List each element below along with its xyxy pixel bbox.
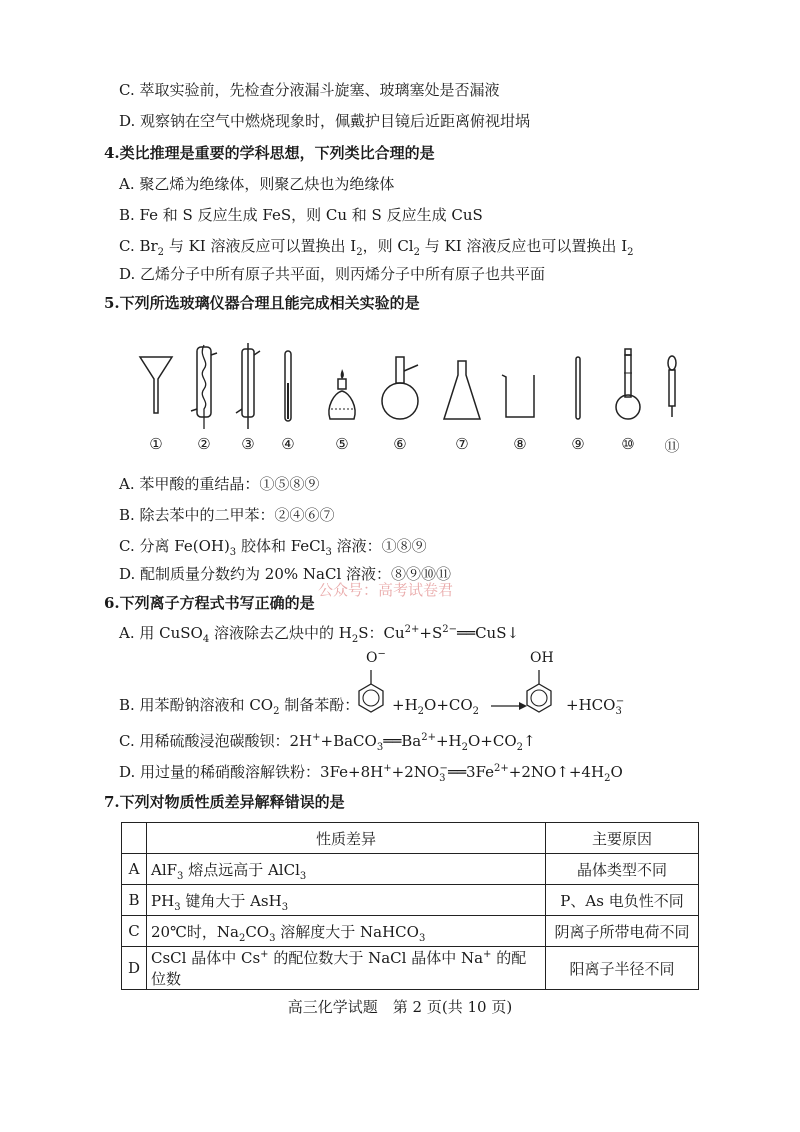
table-row bbox=[122, 854, 699, 885]
q6c-text-6: ↑ bbox=[523, 732, 536, 750]
row-letter: B bbox=[122, 885, 147, 916]
q6c-sub-2: 2 bbox=[461, 742, 468, 753]
row-letter: D bbox=[122, 947, 147, 990]
q6a-text-5: ══CuS↓ bbox=[457, 624, 520, 642]
phenoxide-structure bbox=[356, 650, 386, 724]
glassware-figure bbox=[128, 343, 698, 458]
q4c-sub-3: 2 bbox=[413, 247, 420, 258]
q6b-text-4: O+CO bbox=[424, 696, 473, 714]
q6a-sup-2: 2− bbox=[442, 624, 458, 635]
q6a-text-3: S：Cu bbox=[358, 624, 405, 642]
round-flask-icon bbox=[380, 343, 430, 433]
row-letter: A bbox=[122, 854, 147, 885]
q6a-text-1: A. 用 CuSO bbox=[119, 624, 203, 642]
apparatus-label-10: ⑩ bbox=[621, 435, 635, 453]
table-header-row bbox=[122, 823, 699, 854]
apparatus-label-9: ⑨ bbox=[571, 435, 585, 453]
watermark: 公众号：高考试卷君 bbox=[318, 581, 454, 599]
row-diff: AlF$_3$ 熔点远高于 AlCl$_3$ bbox=[147, 854, 546, 885]
volumetric-flask-icon bbox=[608, 343, 648, 433]
phenol-structure bbox=[524, 650, 554, 724]
q6d-text-5: O bbox=[610, 763, 623, 781]
volumetric-flask-apparatus bbox=[608, 343, 648, 458]
q5c-sub-1: 3 bbox=[229, 547, 237, 558]
thermometer-icon bbox=[268, 343, 308, 433]
benzene-ring-icon bbox=[356, 650, 386, 724]
apparatus-label-7: ⑦ bbox=[455, 435, 469, 453]
q6-option-c bbox=[119, 731, 536, 751]
q6d-sup-3: 2+ bbox=[494, 763, 509, 774]
q6c-text-3: ══Ba bbox=[383, 732, 422, 750]
conical-flask-apparatus bbox=[442, 343, 482, 458]
q6b-tail bbox=[566, 695, 624, 715]
q6-option-b bbox=[119, 695, 359, 715]
q6c-sup-1: + bbox=[312, 732, 321, 743]
q6b-sup-1: − bbox=[615, 696, 625, 707]
table-row bbox=[122, 947, 699, 990]
q5c-sub-2: 3 bbox=[325, 547, 332, 558]
beaker-apparatus bbox=[500, 343, 540, 458]
row-reason: P、As 电负性不同 bbox=[546, 885, 699, 916]
dropper-apparatus bbox=[652, 343, 692, 458]
apparatus-label-11: ⑪ bbox=[664, 437, 680, 455]
apparatus-label-4: ④ bbox=[281, 435, 295, 453]
row-reason: 晶体类型不同 bbox=[546, 854, 699, 885]
table-header-blank bbox=[122, 823, 147, 854]
condenser-straight-apparatus bbox=[228, 343, 268, 458]
q6b-sub-1: 2 bbox=[273, 706, 280, 717]
q3-option-d: D. 观察钠在空气中燃烧现象时，佩戴护目镜后近距离俯视坩埚 bbox=[119, 112, 531, 130]
q4c-text-1: C. Br bbox=[119, 237, 158, 255]
apparatus-label-1: ① bbox=[149, 435, 163, 453]
question-7-stem: 7.下列对物质性质差异解释错误的是 bbox=[104, 793, 345, 811]
q6d-text-1: D. 用过量的稀硝酸溶解铁粉：3Fe+8H bbox=[119, 763, 384, 781]
phenol-label: OH bbox=[530, 650, 554, 666]
q4c-text-2: 与 KI 溶液反应可以置换出 I bbox=[164, 237, 357, 255]
q6d-sup-2: − bbox=[439, 763, 448, 774]
q6d-text-4: +2NO↑+4H bbox=[508, 763, 605, 781]
q6d-text-3: ══3Fe bbox=[447, 763, 495, 781]
apparatus-label-8: ⑧ bbox=[513, 435, 527, 453]
q6a-sub-2: 2 bbox=[351, 634, 359, 645]
q6b-middle bbox=[392, 695, 479, 715]
q6c-text-1: C. 用稀硫酸浸泡碳酸钡：2H bbox=[119, 732, 313, 750]
property-difference-table bbox=[121, 822, 699, 990]
q4c-sub-1: 2 bbox=[157, 247, 165, 258]
q6a-sub-1: 4 bbox=[202, 634, 210, 645]
funnel-icon bbox=[136, 343, 176, 423]
erlenmeyer-flask-icon bbox=[442, 343, 492, 433]
q5c-text-1: C. 分离 Fe(OH) bbox=[119, 537, 230, 555]
q4c-sub-2: 2 bbox=[356, 247, 363, 258]
bulb-condenser-icon bbox=[184, 343, 224, 433]
q4-option-d: D. 乙烯分子中所有原子共平面，则丙烯分子中所有原子也共平面 bbox=[119, 265, 546, 283]
row-diff: 20℃时，$Na_2CO_3$ 溶解度大于 NaHCO$_3$ bbox=[147, 916, 546, 947]
q6c-text-5: O+CO bbox=[468, 732, 517, 750]
q4-option-b: B. Fe 和 S 反应生成 FeS，则 Cu 和 S 反应生成 CuS bbox=[119, 206, 483, 224]
q6d-sup-1: + bbox=[383, 763, 392, 774]
q6b-text-3: +H bbox=[392, 696, 418, 714]
q5-option-c bbox=[119, 536, 427, 556]
distilling-flask-apparatus bbox=[380, 343, 420, 458]
q6c-sup-2: 2+ bbox=[421, 732, 436, 743]
alcohol-lamp-icon bbox=[322, 343, 362, 433]
apparatus-label-3: ③ bbox=[241, 435, 255, 453]
q4c-text-4: 与 KI 溶液反应也可以置换出 I bbox=[419, 237, 628, 255]
q6a-text-2: 溶液除去乙炔中的 H bbox=[209, 624, 352, 642]
q5c-text-2: 胶体和 FeCl bbox=[236, 537, 326, 555]
question-6-stem: 6.下列离子方程式书写正确的是 bbox=[104, 594, 315, 612]
thermometer-apparatus bbox=[268, 343, 308, 458]
benzene-ring-icon bbox=[524, 650, 554, 724]
page-footer: 高三化学试题 第 2 页(共 10 页) bbox=[287, 998, 513, 1016]
straight-condenser-icon bbox=[228, 343, 268, 433]
row-reason: 阴离子所带电荷不同 bbox=[546, 916, 699, 947]
table-row bbox=[122, 916, 699, 947]
q6b-sub-2: 2 bbox=[417, 706, 425, 717]
q6c-text-2: +BaCO bbox=[320, 732, 377, 750]
q6c-sub-3: 2 bbox=[516, 742, 524, 753]
row-diff: $PH_3$ 键角大于 AsH$_3$ bbox=[147, 885, 546, 916]
q4c-sub-4: 2 bbox=[627, 247, 634, 258]
q5c-text-3: 溶液：①⑧⑨ bbox=[331, 537, 427, 555]
q5-option-b: B. 除去苯中的二甲苯：②④⑥⑦ bbox=[119, 506, 335, 524]
q4-option-a: A. 聚乙烯为绝缘体，则聚乙炔也为绝缘体 bbox=[119, 175, 395, 193]
question-4-stem: 4.类比推理是重要的学科思想，下列类比合理的是 bbox=[104, 144, 435, 162]
q6-option-a bbox=[119, 623, 519, 643]
row-letter: C bbox=[122, 916, 147, 947]
funnel-apparatus bbox=[136, 343, 176, 458]
q4c-text-3: ，则 Cl bbox=[362, 237, 414, 255]
apparatus-label-6: ⑥ bbox=[393, 435, 407, 453]
q5-option-d: D. 配制质量分数约为 20% NaCl 溶液：⑧⑨⑩⑪ bbox=[119, 565, 452, 583]
q6d-sub-1: 3 bbox=[439, 773, 446, 784]
q6b-text-2: 制备苯酚： bbox=[279, 696, 360, 714]
apparatus-label-5: ⑤ bbox=[335, 435, 349, 453]
row-reason: 阳离子半径不同 bbox=[546, 947, 699, 990]
q6c-sub-1: 3 bbox=[376, 742, 384, 753]
alcohol-lamp-apparatus bbox=[322, 343, 362, 458]
q6a-text-4: +S bbox=[419, 624, 443, 642]
table-header-reason: 主要原因 bbox=[546, 823, 699, 854]
row-diff: CsCl 晶体中 Cs+ 的配位数大于 NaCl 晶体中 Na+ 的配位数 bbox=[147, 947, 546, 990]
q6-option-d bbox=[119, 762, 623, 782]
q5-option-a: A. 苯甲酸的重结晶：①⑤⑧⑨ bbox=[119, 475, 320, 493]
glass-rod-icon bbox=[558, 343, 598, 433]
reaction-arrow-icon bbox=[491, 700, 527, 712]
condenser-bulb-apparatus bbox=[184, 343, 224, 458]
glass-rod-apparatus bbox=[558, 343, 598, 458]
q6b-text-1: B. 用苯酚钠溶液和 CO bbox=[119, 696, 274, 714]
dropper-icon bbox=[652, 343, 692, 433]
q6b-sub-4: 3 bbox=[615, 706, 622, 717]
q6d-text-2: +2NO bbox=[391, 763, 440, 781]
beaker-icon bbox=[500, 343, 550, 433]
q3-option-c: C. 萃取实验前，先检查分液漏斗旋塞、玻璃塞处是否漏液 bbox=[119, 81, 500, 99]
phenoxide-label: O− bbox=[366, 648, 386, 666]
apparatus-label-2: ② bbox=[197, 435, 211, 453]
q6d-sub-2: 2 bbox=[604, 773, 611, 784]
q6b-text-5: +HCO bbox=[566, 696, 616, 714]
table-header-diff: 性质差异 bbox=[147, 823, 546, 854]
q6c-text-4: +H bbox=[435, 732, 462, 750]
q6b-sub-3: 2 bbox=[472, 706, 480, 717]
table-row bbox=[122, 885, 699, 916]
question-5-stem: 5.下列所选玻璃仪器合理且能完成相关实验的是 bbox=[104, 294, 420, 312]
q4-option-c bbox=[119, 236, 634, 256]
q6a-sup-1: 2+ bbox=[404, 624, 420, 635]
